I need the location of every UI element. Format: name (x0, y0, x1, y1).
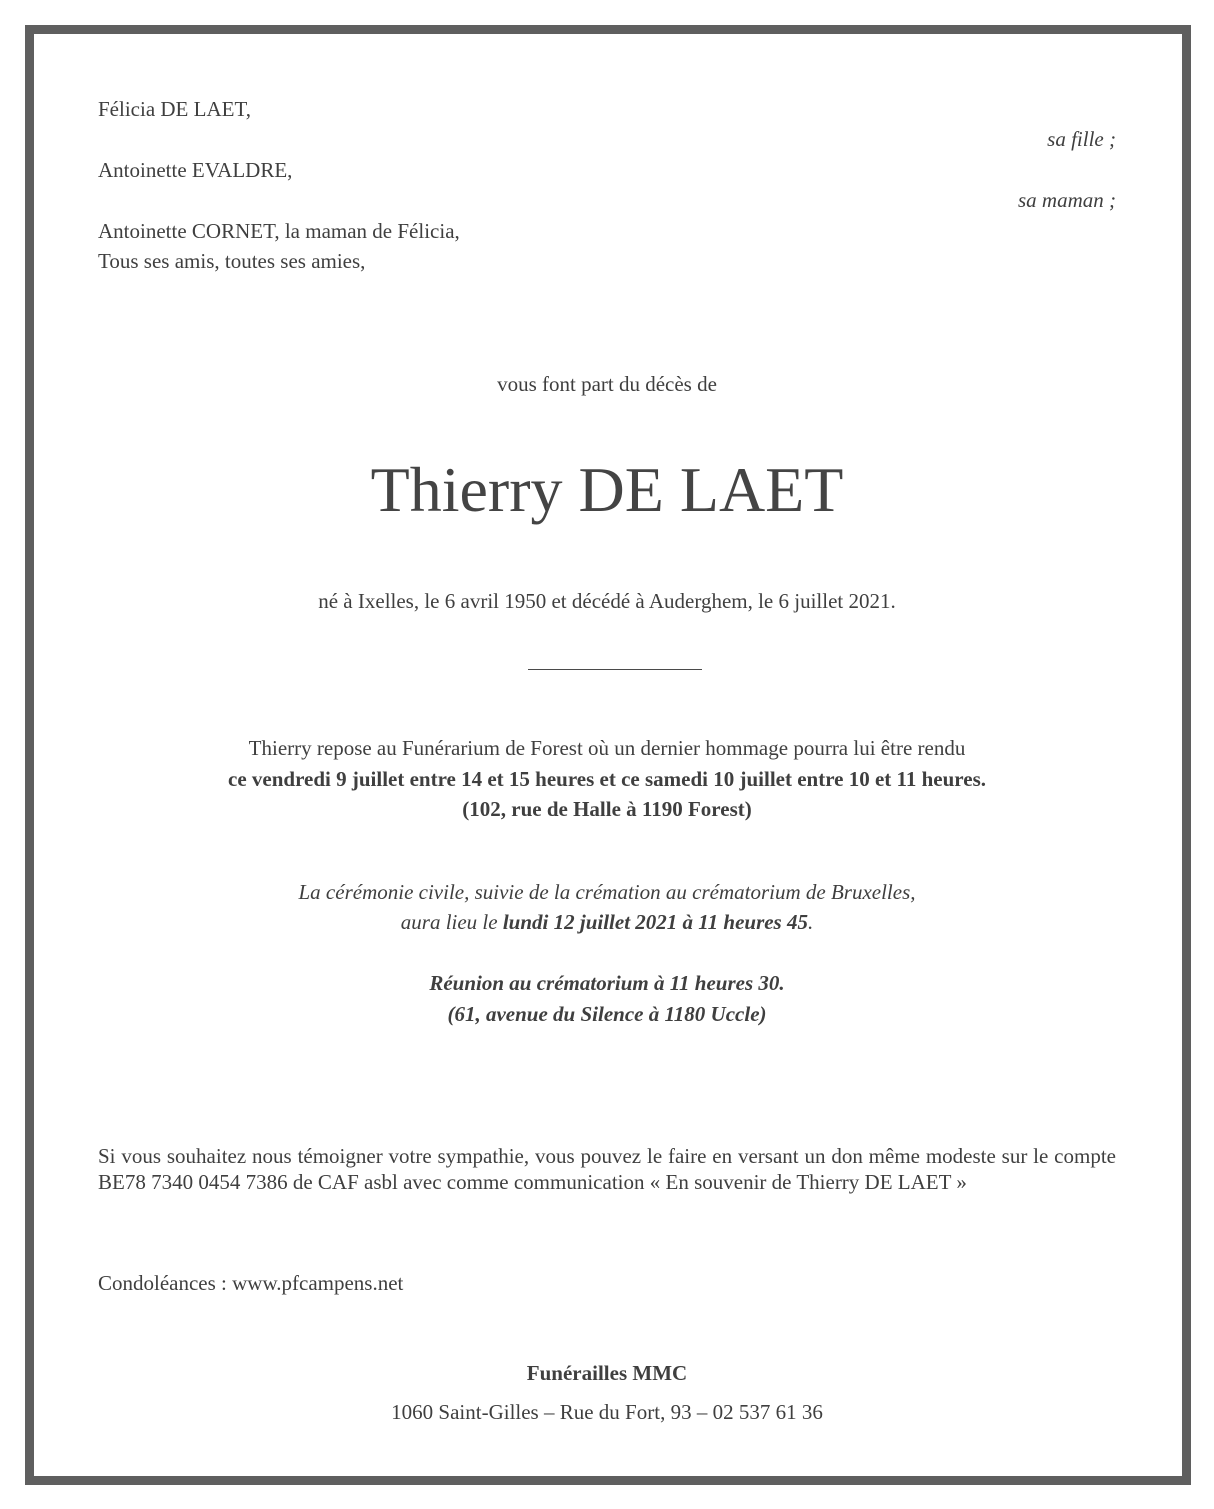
friends-line: Tous ses amis, toutes ses amies, (98, 249, 366, 273)
daughter-role: sa fille ; (1047, 127, 1116, 151)
ceremony-prefix: aura lieu le (400, 910, 503, 934)
announcement-intro: vous font part du décès de (497, 372, 717, 396)
funeral-home-address: 1060 Saint-Gilles – Rue du Fort, 93 – 02 537 61 36 (391, 1400, 823, 1424)
funerarium-line-2: ce vendredi 9 juillet entre 14 et 15 heures et ce samedi 10 juillet entre 10 et 11 heures. (228, 767, 986, 791)
funeral-home-name: Funérailles MMC (526, 1361, 688, 1385)
donation-paragraph: Si vous souhaitez nous témoigner votre sympathie, vous pouvez le faire en versant un don même modeste sur le compte BE78 7340 0454 7386 de CAF asbl avec comme communication « En souvenir de Thierry DE LAET » (98, 1144, 1116, 1194)
daughter-name: Félicia DE LAET, (98, 97, 251, 121)
crematorium-address: (61, avenue du Silence à 1180 Uccle) (447, 1002, 767, 1026)
funerarium-address: (102, rue de Halle à 1190 Forest) (462, 797, 752, 821)
birth-death-dates: né à Ixelles, le 6 avril 1950 et décédé à Auderghem, le 6 juillet 2021. (318, 589, 896, 613)
section-divider (528, 669, 702, 670)
deceased-name: Thierry DE LAET (370, 454, 844, 525)
ceremony-suffix: . (807, 910, 814, 934)
mother-role: sa maman ; (1018, 188, 1116, 212)
ceremony-date: lundi 12 juillet 2021 à 11 heures 45 (502, 910, 808, 934)
ceremony-line-1: La cérémonie civile, suivie de la crémation au crématorium de Bruxelles, (298, 880, 916, 904)
condolences-line: Condoléances : www.pfcampens.net (98, 1271, 404, 1295)
cornet-line: Antoinette CORNET, la maman de Félicia, (98, 219, 460, 243)
ceremony-line-2 (0, 909, 1214, 935)
mother-name: Antoinette EVALDRE, (98, 158, 293, 182)
funerarium-line-1: Thierry repose au Funérarium de Forest où un dernier hommage pourra lui être rendu (248, 736, 966, 760)
crematorium-meeting: Réunion au crématorium à 11 heures 30. (429, 971, 785, 995)
